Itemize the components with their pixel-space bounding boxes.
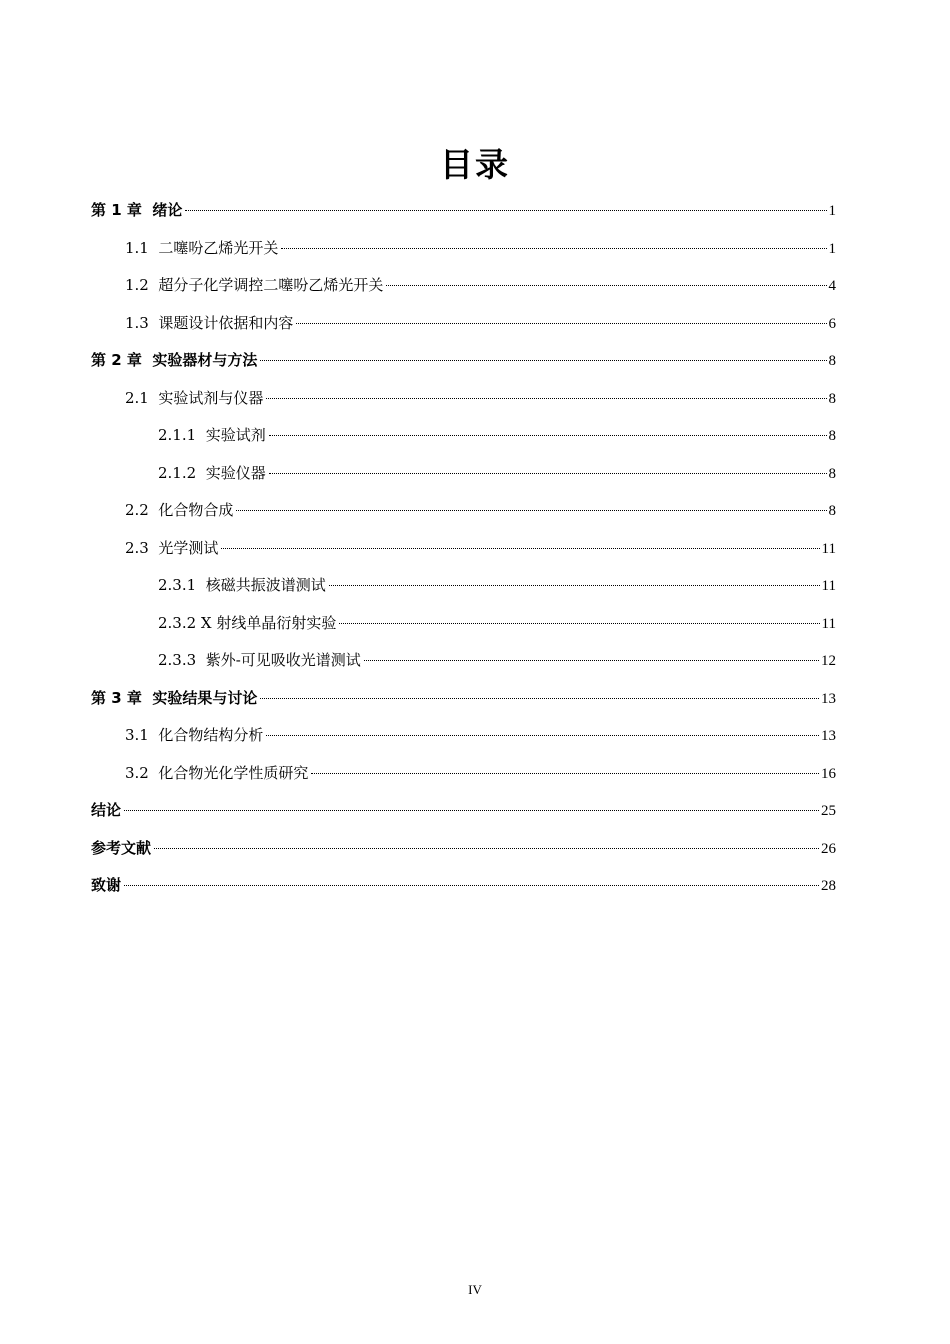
toc-entry[interactable]: [91, 309, 836, 347]
dot-leader: [124, 810, 819, 811]
toc-entry[interactable]: [91, 571, 836, 609]
toc-entry-title: 1.3 课题设计依据和内容: [125, 313, 294, 332]
dot-leader: [339, 623, 819, 624]
toc-entry-title: 3.1 化合物结构分析: [125, 726, 264, 744]
toc-entry[interactable]: [91, 646, 836, 684]
toc-entry-title: 2.3.3 紫外-可见吸收光谱测试: [158, 651, 361, 669]
toc-entry-title: 1.2 超分子化学调控二噻吩乙烯光开关: [125, 276, 384, 294]
toc-entry-page: 1: [828, 240, 836, 257]
toc-entry-title: 2.1.2 实验仪器: [158, 463, 266, 482]
toc-entry[interactable]: [91, 871, 836, 909]
toc-entry-page: 16: [821, 765, 836, 782]
toc-entry[interactable]: [91, 796, 836, 834]
toc-title: 目录: [440, 145, 510, 184]
toc-entry[interactable]: [91, 721, 836, 759]
dot-leader: [266, 398, 826, 399]
toc-entry-title: 2.3.2 X 射线单晶衍射实验: [158, 613, 337, 632]
dot-leader: [281, 248, 826, 249]
toc-entry-page: 6: [828, 315, 836, 332]
toc-entry-page: 8: [828, 390, 836, 407]
toc-entry[interactable]: [91, 759, 836, 797]
toc-entry[interactable]: [91, 234, 836, 272]
toc-entry-title: 2.3 光学测试: [125, 538, 219, 557]
toc-entry-page: 13: [821, 690, 836, 707]
dot-leader: [221, 548, 819, 549]
toc-entry[interactable]: [91, 346, 836, 384]
toc-entry-page: 1: [828, 203, 836, 219]
toc-entry-title: 3.2 化合物光化学性质研究: [125, 763, 309, 782]
toc-entry-title: 2.1 实验试剂与仪器: [125, 388, 264, 407]
toc-entry[interactable]: [91, 271, 836, 309]
toc-entry-title: 参考文献: [91, 838, 152, 857]
toc-entry-page: 8: [828, 503, 836, 519]
toc-entry-page: 11: [821, 578, 836, 594]
toc-entry[interactable]: [91, 684, 836, 722]
toc-entry[interactable]: [91, 384, 836, 422]
dot-leader: [124, 885, 819, 886]
toc-entry-title: 2.3.1 核磁共振波谱测试: [158, 576, 326, 594]
toc-entry-page: 28: [821, 878, 836, 894]
toc-entry-page: 8: [828, 465, 836, 482]
dot-leader: [236, 510, 826, 511]
toc-entry-title: 结论: [91, 801, 122, 819]
toc-entry-title: 2.1.1 实验试剂: [158, 426, 266, 444]
dot-leader: [296, 323, 826, 324]
table-of-contents: [91, 196, 836, 909]
toc-entry[interactable]: [91, 534, 836, 572]
dot-leader: [154, 848, 819, 849]
toc-entry-title: 致谢: [91, 876, 122, 894]
toc-entry-page: 8: [828, 428, 836, 444]
dot-leader: [269, 473, 827, 474]
dot-leader: [185, 210, 826, 211]
toc-entry-page: 25: [821, 803, 836, 819]
toc-entry[interactable]: [91, 421, 836, 459]
toc-entry-title: 2.2 化合物合成: [125, 501, 234, 519]
page-number: IV: [468, 1282, 482, 1297]
toc-entry-page: 13: [821, 728, 836, 744]
dot-leader: [260, 360, 826, 361]
toc-entry-title: 第 2 章 实验器材与方法: [91, 351, 258, 369]
toc-entry-page: 26: [821, 840, 836, 857]
toc-entry-page: 11: [821, 615, 836, 632]
dot-leader: [266, 735, 819, 736]
toc-entry-title: 1.1 二噻吩乙烯光开关: [125, 238, 279, 257]
toc-entry[interactable]: [91, 496, 836, 534]
toc-entry[interactable]: [91, 609, 836, 647]
toc-entry-title: 第 1 章 绪论: [91, 201, 183, 219]
toc-entry-page: 11: [821, 540, 836, 557]
dot-leader: [364, 660, 819, 661]
toc-entry[interactable]: [91, 459, 836, 497]
toc-entry-page: 4: [828, 278, 836, 294]
dot-leader: [269, 435, 827, 436]
dot-leader: [329, 585, 820, 586]
toc-entry-title: 第 3 章 实验结果与讨论: [91, 688, 258, 707]
toc-entry[interactable]: [91, 834, 836, 872]
dot-leader: [386, 285, 826, 286]
toc-entry-page: 12: [821, 653, 836, 669]
toc-entry[interactable]: [91, 196, 836, 234]
toc-entry-page: 8: [828, 353, 836, 369]
dot-leader: [311, 773, 819, 774]
dot-leader: [260, 698, 819, 699]
